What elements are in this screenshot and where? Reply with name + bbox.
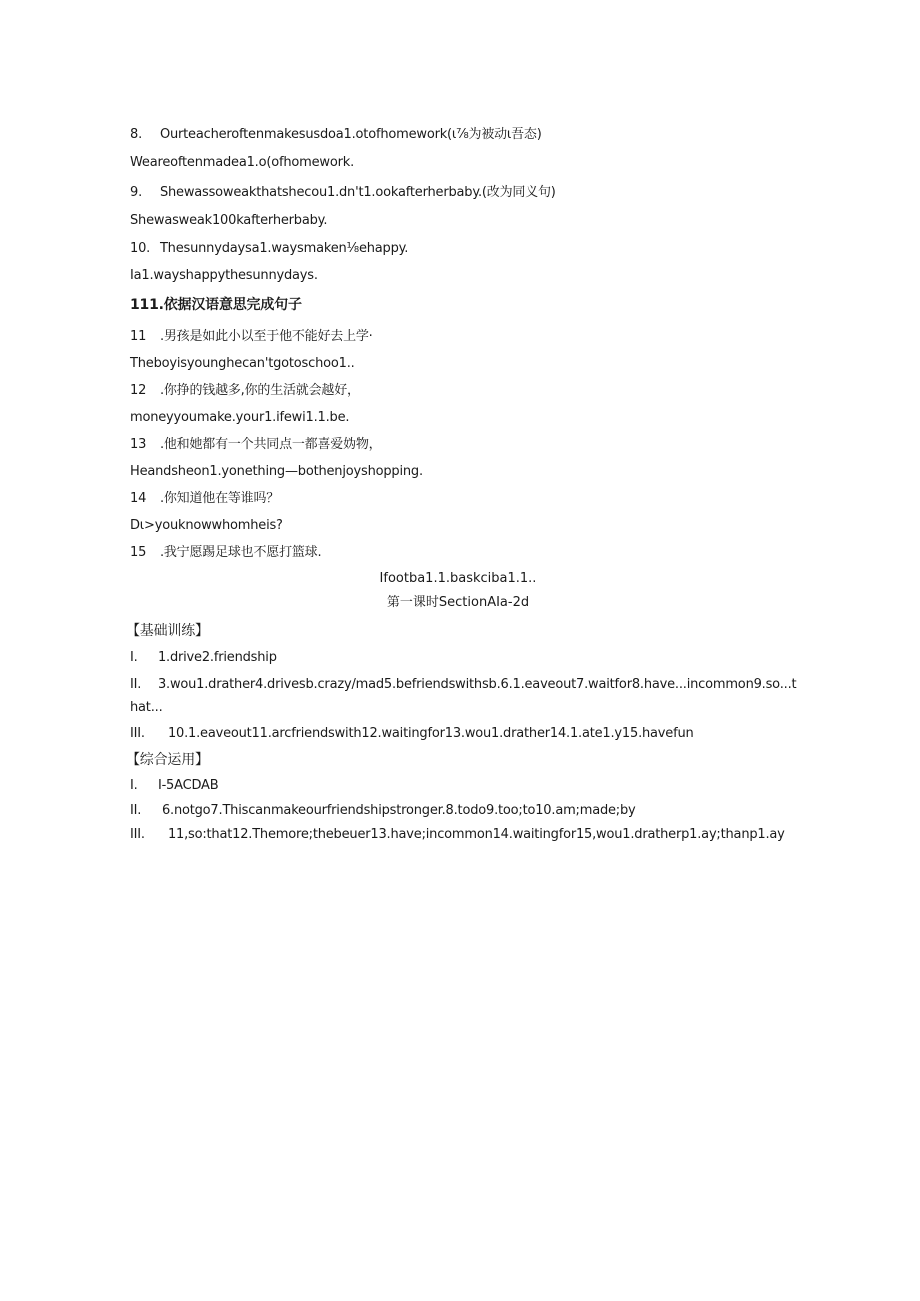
item-9-answer xyxy=(130,212,327,230)
item-10-question xyxy=(130,240,408,258)
item-8-answer xyxy=(130,154,354,172)
basic-training-heading xyxy=(126,622,209,640)
roman-numeral: III. xyxy=(130,827,145,842)
item-text: .你知道他在等谁吗？ xyxy=(159,491,280,506)
item-14-answer xyxy=(130,517,283,535)
basic-answer-row xyxy=(130,649,277,667)
item-number: 11 xyxy=(130,329,147,344)
item-number: 15 xyxy=(130,545,147,560)
item-11-question xyxy=(130,328,373,346)
item-text: Theboyisyounghecan'tgotoschoo1.. xyxy=(130,356,355,371)
heading-text: 【综合运用】 xyxy=(126,752,209,768)
roman-numeral: I. xyxy=(130,778,138,793)
answer-text: 3.wou1.drather4.drivesb.crazy/mad5.befriendswithsb.6.1.eaveout7.waitfor8.have...incommon9.so...t xyxy=(157,677,797,692)
item-14-question xyxy=(130,490,279,508)
item-10-answer xyxy=(130,267,318,285)
comprehensive-answer-row xyxy=(130,826,785,844)
basic-answer-continuation xyxy=(130,699,163,717)
basic-answer-row xyxy=(130,725,694,743)
item-15-question xyxy=(130,544,321,562)
answer-text: 11,so:that12.Themore;thebeuer13.have;incommon14.waitingfor15,wou1.dratherp1.ay;thanp1.ay xyxy=(167,827,785,842)
answer-text: 10.1.eaveout11.arcfriendswith12.waitingfor13.wou1.drather14.1.ate1.y15.havefun xyxy=(167,726,694,741)
item-12-answer xyxy=(130,409,349,427)
item-9-question xyxy=(130,184,556,202)
item-number: 14 xyxy=(130,491,147,506)
section-heading xyxy=(130,296,302,314)
answer-text: hat... xyxy=(130,700,163,715)
roman-numeral: III. xyxy=(130,726,145,741)
item-text: Shewassoweakthatshecou1.dn't1.ookafterherbaby.(改为同义句) xyxy=(159,185,556,200)
item-text: Ia1.wayshappythesunnydays. xyxy=(130,268,318,283)
item-text: Thesunnydaysa1.waysmaken⅛ehappy. xyxy=(159,241,409,256)
heading-text: 【基础训练】 xyxy=(126,623,209,639)
section-heading-text: 111.依据汉语意思完成句子 xyxy=(130,297,302,313)
item-13-answer xyxy=(130,463,423,481)
item-text: .你挣的钱越多,你的生活就会越好， xyxy=(159,383,360,398)
lesson-title xyxy=(0,594,916,612)
item-text: Heandsheon1.yonething—bothenjoyshopping. xyxy=(130,464,423,479)
comprehensive-answer-row xyxy=(130,802,636,820)
item-number: 9. xyxy=(130,185,143,200)
item-13-question xyxy=(130,436,381,454)
item-text: .男孩是如此小以至于他不能好去上学· xyxy=(159,329,373,344)
answer-text: 1.drive2.friendship xyxy=(157,650,277,665)
item-11-answer xyxy=(130,355,355,373)
item-text: .我宁愿踢足球也不愿打篮球. xyxy=(159,545,322,560)
answer-text: 6.notgo7.Thiscanmakeourfriendshipstronger.8.todo9.too;to10.am;made;by xyxy=(161,803,636,818)
item-text: Dι>youknowwhomheis? xyxy=(130,518,283,533)
item-8-question xyxy=(130,126,542,144)
comprehensive-answer-row xyxy=(130,777,218,795)
answer-text: I-5ACDAB xyxy=(157,778,219,793)
item-text: Weareoftenmadea1.o(ofhomework. xyxy=(130,155,355,170)
item-number: 13 xyxy=(130,437,147,452)
roman-numeral: II. xyxy=(130,803,142,818)
item-text: moneyyoumake.your1.ifewi1.1.be. xyxy=(130,410,350,425)
basic-answer-row xyxy=(130,676,796,694)
item-12-question xyxy=(130,382,360,400)
roman-numeral: I. xyxy=(130,650,138,665)
roman-numeral: II. xyxy=(130,677,142,692)
item-text: Shewasweak100kafterherbaby. xyxy=(130,213,328,228)
item-text: .他和她都有一个共同点一都喜爱妫物， xyxy=(159,437,382,452)
centered-text: 第一课时SectionAIa-2d xyxy=(386,595,530,610)
centered-text: Ifootba1.1.baskciba1.1.. xyxy=(379,571,537,586)
item-15-answer xyxy=(0,570,916,588)
item-text: Ourteacheroftenmakesusdoa1.otofhomework(ι⅞为被动ι吾态) xyxy=(159,127,542,142)
item-number: 12 xyxy=(130,383,147,398)
item-number: 10. xyxy=(130,241,151,256)
item-number: 8. xyxy=(130,127,143,142)
comprehensive-heading xyxy=(126,751,209,769)
